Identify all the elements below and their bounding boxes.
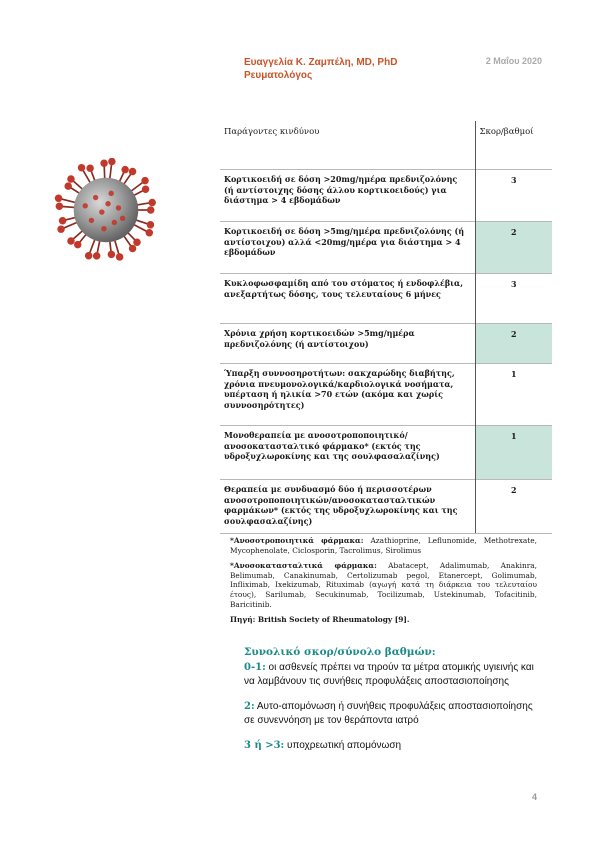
summary-item-key: 2: — [244, 701, 255, 712]
score-cell: 2 — [475, 324, 552, 364]
summary-item-text: Αυτο-απομόνωση ή συνήθεις προφυλάξεις αποστασιοποίησης σε συνεννόηση με τον θεράποντα ιατρό — [244, 701, 533, 726]
summary-item — [244, 739, 544, 753]
table-row — [220, 274, 552, 324]
score-cell: 1 — [475, 364, 552, 426]
summary-item-text: οι ασθενείς πρέπει να τηρούν τα μέτρα ατομικής υγιεινής και να λαμβάνουν τις συνήθεις προφυλάξεις αποστασιοποίησης — [244, 662, 534, 687]
risk-factors-table — [220, 121, 552, 534]
coronavirus-icon — [54, 158, 158, 262]
table-row — [220, 324, 552, 364]
score-cell: 3 — [475, 274, 552, 324]
risk-factor-cell: Θεραπεία με συνδυασμό δύο ή περισσοτέρων ανοσοτροποποιητικών/ανοσοκατασταλτικών φαρμάκων* (εκτός της υδροξυχλωροκίνης και της σουλφασαλαζίνης) — [220, 480, 475, 534]
table-row — [220, 364, 552, 426]
author-name: Ευαγγελία Κ. Ζαμπέλη, MD, PhD — [244, 57, 398, 68]
table-row — [220, 170, 552, 222]
risk-factor-cell: Κυκλοφωσφαμίδη από του στόματος ή ενδοφλέβια, ανεξαρτήτως δόσης, τους τελευταίους 6 μήνες — [220, 274, 475, 324]
author-role: Ρευματολόγος — [244, 70, 313, 81]
note-source: Πηγή: British Society of Rheumatology [9]. — [230, 615, 410, 625]
risk-factor-cell: Κορτικοειδή σε δόση >5mg/ημέρα πρεδνιζολόνης (ή αντίστοιχου) αλλά <20mg/ημέρα για διάστημα > 4 εβδομάδων — [220, 222, 475, 274]
table-row — [220, 426, 552, 480]
summary-item-key: 0-1: — [244, 662, 266, 673]
table-row — [220, 222, 552, 274]
summary-item — [244, 661, 544, 689]
risk-factor-cell: Ύπαρξη συννοσηροτήτων: σακχαρώδης διαβήτης, χρόνια πνευμονολογικά/καρδιολογικά νοσήματα, υπέρταση ή ηλικία >70 ετών (ακόμα και χωρίς συννοσηρότητες) — [220, 364, 475, 426]
summary-title: Συνολικό σκορ/σύνολο βαθμών: — [244, 646, 436, 658]
header-score: Σκορ/βαθμοί — [475, 121, 552, 157]
page-header — [244, 56, 542, 82]
score-cell: 1 — [475, 426, 552, 480]
score-cell: 3 — [475, 170, 552, 222]
risk-factor-cell: Κορτικοειδή σε δόση >20mg/ημέρα πρεδνιζολόνης (ή αντίστοιχης δόσης άλλου κορτικοειδούς) για διάστημα > 4 εβδομάδων — [220, 170, 475, 222]
score-summary — [244, 645, 544, 764]
summary-item — [244, 700, 544, 728]
note-immunosuppressive: *Ανοσοκατασταλτικά φάρμακα: Abatacept, Adalimumab, Anakinra, Belimumab, Canakinumab, Certolizumab pegol, Etanercept, Golimumab, Infliximab, Ixekizumab, Rituximab (αγωγή κατά τη διάρκεια του τελευταίου έτους), Sarilumab, Secukinumab, Tocilizumab, Ustekinumab, Tofacitinib, Baricitinib. — [230, 561, 538, 609]
table-notes — [230, 536, 537, 631]
table-row — [220, 480, 552, 534]
risk-factor-cell: Χρόνια χρήση κορτικοειδών >5mg/ημέρα πρεδνιζολόνης (ή αντίστοιχου) — [220, 324, 475, 364]
document-date: 2 Μαΐου 2020 — [485, 56, 542, 66]
note-immunomodulatory: *Ανοσοτροποιητικά φάρμακα: Azathioprine, Leflunomide, Methotrexate, Mycophenolate, Ciclosporin, Tacrolimus, Sirolimus — [230, 536, 537, 555]
header-risk-factors: Παράγοντες κινδύνου — [224, 127, 320, 137]
risk-factor-cell: Μονοθεραπεία με ανοσοτροποποιητικό/ανοσοκατασταλτικό φάρμακο* (εκτός της υδροξυχλωροκίνης και της σουλφασαλαζίνης) — [220, 426, 475, 480]
summary-item-key: 3 ή >3: — [244, 740, 285, 751]
score-cell: 2 — [475, 480, 552, 534]
score-cell: 2 — [475, 222, 552, 274]
summary-item-text: υποχρεωτική απομόνωση — [284, 740, 402, 751]
page-number: 4 — [532, 792, 538, 802]
